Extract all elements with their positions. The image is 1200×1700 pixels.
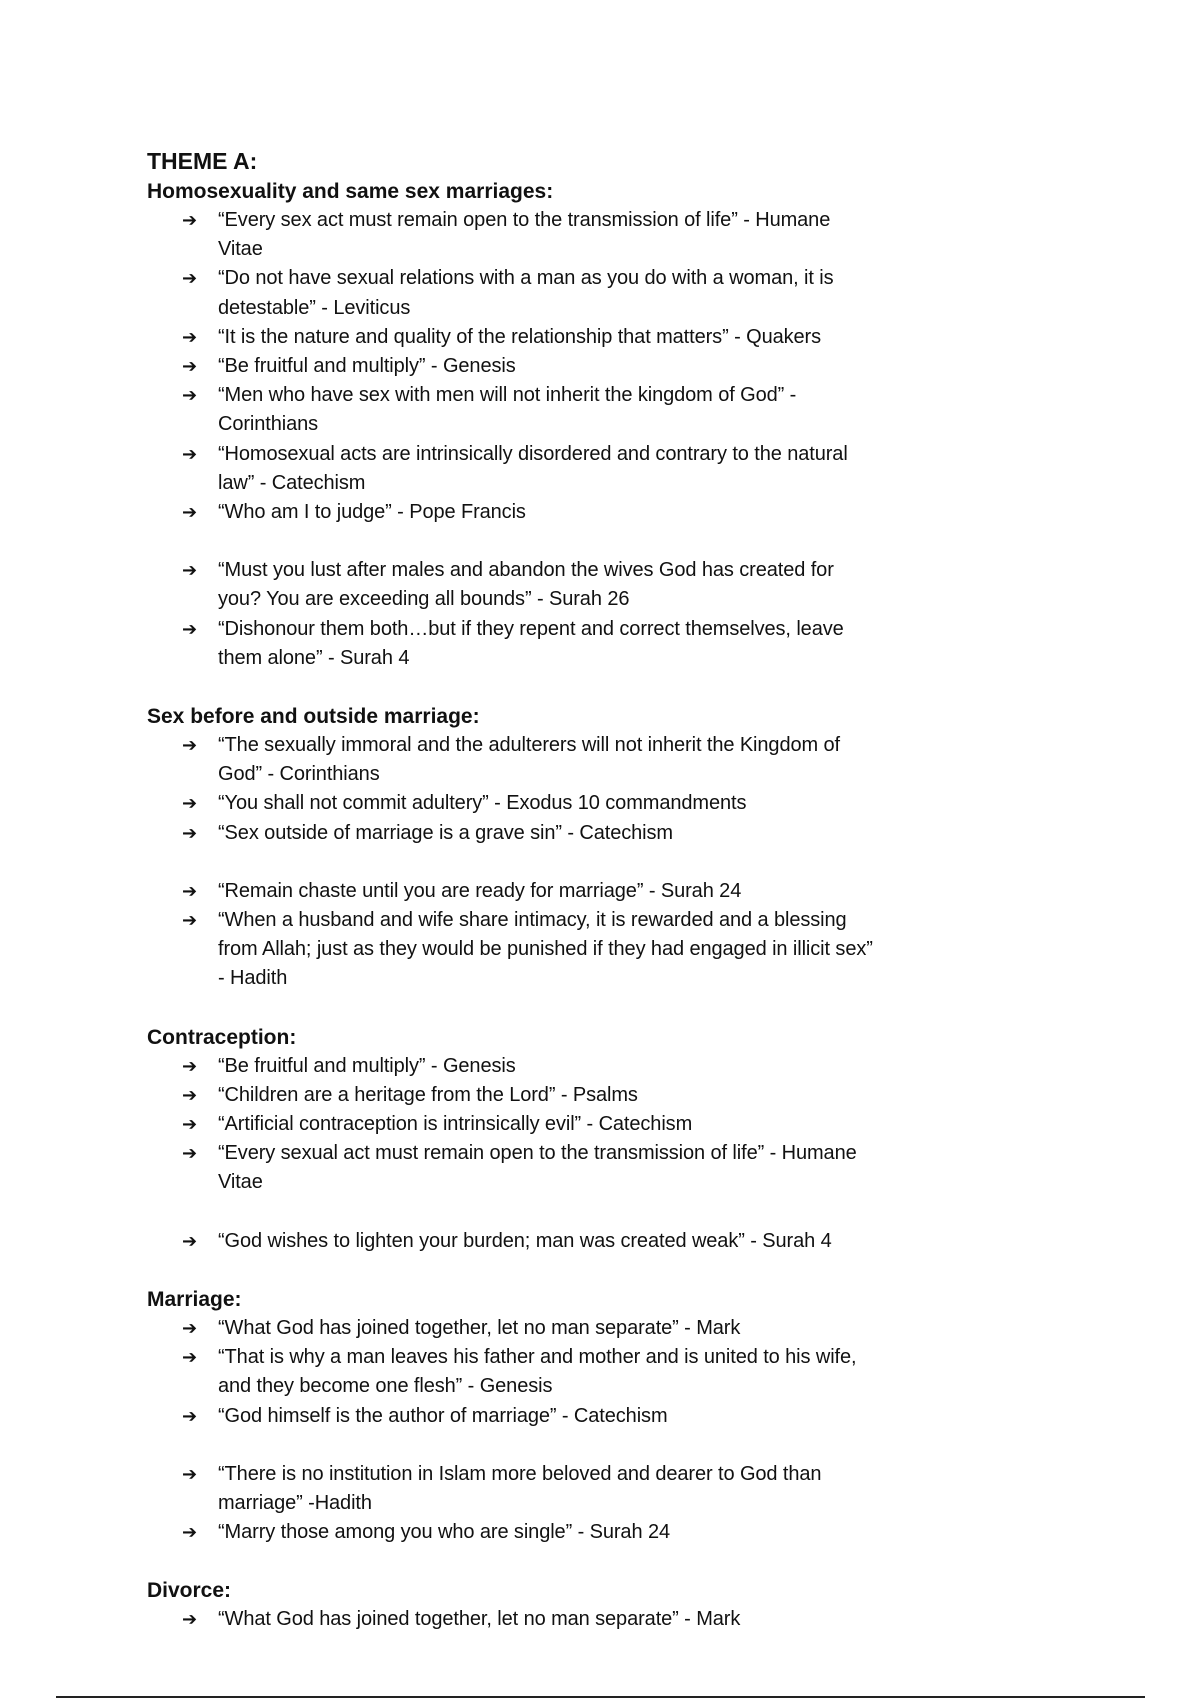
quote-item — [147, 731, 878, 789]
arrow-right-icon: ➔ — [182, 1609, 197, 1631]
arrow-right-icon: ➔ — [182, 880, 197, 902]
quote-text: “There is no institution in Islam more beloved and dearer to God than marriage” -Hadith — [218, 1462, 822, 1514]
arrow-right-icon: ➔ — [182, 326, 197, 348]
sections-container — [147, 178, 1067, 1635]
quote-item — [147, 1518, 878, 1547]
quote-list — [147, 1227, 1067, 1256]
quote-list — [147, 1314, 1067, 1431]
quote-text: “Artificial contraception is intrinsically evil” - Catechism — [218, 1113, 693, 1136]
arrow-right-icon: ➔ — [182, 560, 197, 582]
arrow-right-icon: ➔ — [182, 1143, 197, 1165]
quote-item — [147, 819, 878, 848]
quote-item — [147, 1460, 878, 1518]
quote-item — [147, 1605, 878, 1634]
arrow-right-icon: ➔ — [182, 1405, 197, 1427]
arrow-right-icon: ➔ — [182, 385, 197, 407]
document-body — [147, 148, 1067, 1665]
quote-text: “Sex outside of marriage is a grave sin” - Catechism — [218, 821, 673, 844]
arrow-right-icon: ➔ — [182, 1230, 197, 1252]
quote-text: “The sexually immoral and the adulterers will not inherit the Kingdom of God” - Corinthians — [218, 734, 840, 786]
arrow-right-icon: ➔ — [182, 210, 197, 231]
quote-item — [147, 1110, 878, 1139]
quote-text: “You shall not commit adultery” - Exodus 10 commandments — [218, 792, 747, 815]
quote-item — [147, 877, 878, 906]
quote-text: “When a husband and wife share intimacy, it is rewarded and a blessing from Allah; just as they would be punished if they had engaged in illicit sex” - Hadith — [218, 909, 873, 990]
arrow-right-icon: ➔ — [182, 1463, 197, 1485]
quote-item — [147, 1402, 878, 1431]
quote-text: “Marry those among you who are single” - Surah 24 — [218, 1521, 670, 1544]
quote-text: “That is why a man leaves his father and mother and is united to his wife, and they become one flesh” - Genesis — [218, 1346, 857, 1398]
quote-text: “Must you lust after males and abandon the wives God has created for you? You are exceeding all bounds” - Surah 26 — [218, 559, 834, 611]
quote-item — [147, 789, 878, 818]
arrow-right-icon: ➔ — [182, 356, 197, 378]
arrow-right-icon: ➔ — [182, 268, 197, 290]
quote-item — [147, 1314, 878, 1343]
quote-text: “Be fruitful and multiply” - Genesis — [218, 1054, 516, 1077]
quote-text: “Every sex act must remain open to the transmission of life” - Humane Vitae — [218, 209, 831, 261]
quote-list — [147, 206, 1067, 527]
arrow-right-icon: ➔ — [182, 822, 197, 844]
quote-item — [147, 1227, 878, 1256]
quote-text: “Who am I to judge” - Pope Francis — [218, 501, 526, 524]
quote-item — [147, 1139, 878, 1197]
arrow-right-icon: ➔ — [182, 1055, 197, 1077]
arrow-right-icon: ➔ — [182, 735, 197, 757]
quote-list — [147, 556, 1067, 673]
quote-item — [147, 498, 878, 527]
quote-item — [147, 206, 878, 264]
section-heading: Marriage: — [147, 1287, 242, 1311]
quote-list — [147, 1460, 1067, 1548]
quote-text: “Every sexual act must remain open to the transmission of life” - Humane Vitae — [218, 1142, 857, 1194]
quote-text: “Be fruitful and multiply” - Genesis — [218, 355, 516, 378]
quote-item — [147, 1343, 878, 1401]
quote-item — [147, 556, 878, 614]
quote-item — [147, 906, 878, 994]
arrow-right-icon: ➔ — [182, 793, 197, 815]
section-heading: Contraception: — [147, 1025, 297, 1049]
arrow-right-icon: ➔ — [182, 1114, 197, 1136]
section — [147, 1286, 1067, 1547]
section — [147, 178, 1067, 673]
section — [147, 1577, 1067, 1634]
arrow-right-icon: ➔ — [182, 910, 197, 932]
arrow-right-icon: ➔ — [182, 618, 197, 640]
quote-text: “God wishes to lighten your burden; man was created weak” - Surah 4 — [218, 1229, 832, 1252]
section-heading: Divorce: — [147, 1579, 232, 1603]
quote-text: “Do not have sexual relations with a man as you do with a woman, it is detestable” - Leviticus — [218, 267, 834, 319]
arrow-right-icon: ➔ — [182, 1522, 197, 1544]
quote-text: “What God has joined together, let no man separate” - Mark — [218, 1608, 741, 1631]
footer-divider — [56, 1696, 1145, 1698]
quote-item — [147, 352, 878, 381]
section-heading: Homosexuality and same sex marriages: — [147, 180, 554, 203]
arrow-right-icon: ➔ — [182, 1084, 197, 1106]
quote-item — [147, 1081, 878, 1110]
section-heading: Sex before and outside marriage: — [147, 705, 480, 729]
quote-item — [147, 264, 878, 322]
page-title: THEME A: — [147, 148, 258, 174]
quote-item — [147, 615, 878, 673]
arrow-right-icon: ➔ — [182, 502, 197, 524]
quote-text: “Dishonour them both…but if they repent and correct themselves, leave them alone” - Surah 4 — [218, 617, 844, 669]
quote-item — [147, 1052, 878, 1081]
section — [147, 703, 1067, 994]
arrow-right-icon: ➔ — [182, 1317, 197, 1339]
quote-text: “Children are a heritage from the Lord” - Psalms — [218, 1083, 638, 1106]
arrow-right-icon: ➔ — [182, 443, 197, 465]
quote-text: “Men who have sex with men will not inherit the kingdom of God” - Corinthians — [218, 384, 797, 436]
quote-text: “Homosexual acts are intrinsically disordered and contrary to the natural law” - Catechism — [218, 442, 848, 494]
quote-list — [147, 1052, 1067, 1198]
quote-item — [147, 323, 878, 352]
quote-list — [147, 731, 1067, 848]
quote-item — [147, 381, 878, 439]
arrow-right-icon: ➔ — [182, 1347, 197, 1369]
section — [147, 1024, 1067, 1256]
quote-text: “God himself is the author of marriage” - Catechism — [218, 1404, 668, 1427]
quote-item — [147, 440, 878, 498]
quote-text: “It is the nature and quality of the relationship that matters” - Quakers — [218, 325, 822, 348]
quote-list — [147, 1605, 1067, 1634]
quote-list — [147, 877, 1067, 994]
quote-text: “Remain chaste until you are ready for marriage” - Surah 24 — [218, 879, 742, 902]
quote-text: “What God has joined together, let no man separate” - Mark — [218, 1316, 741, 1339]
